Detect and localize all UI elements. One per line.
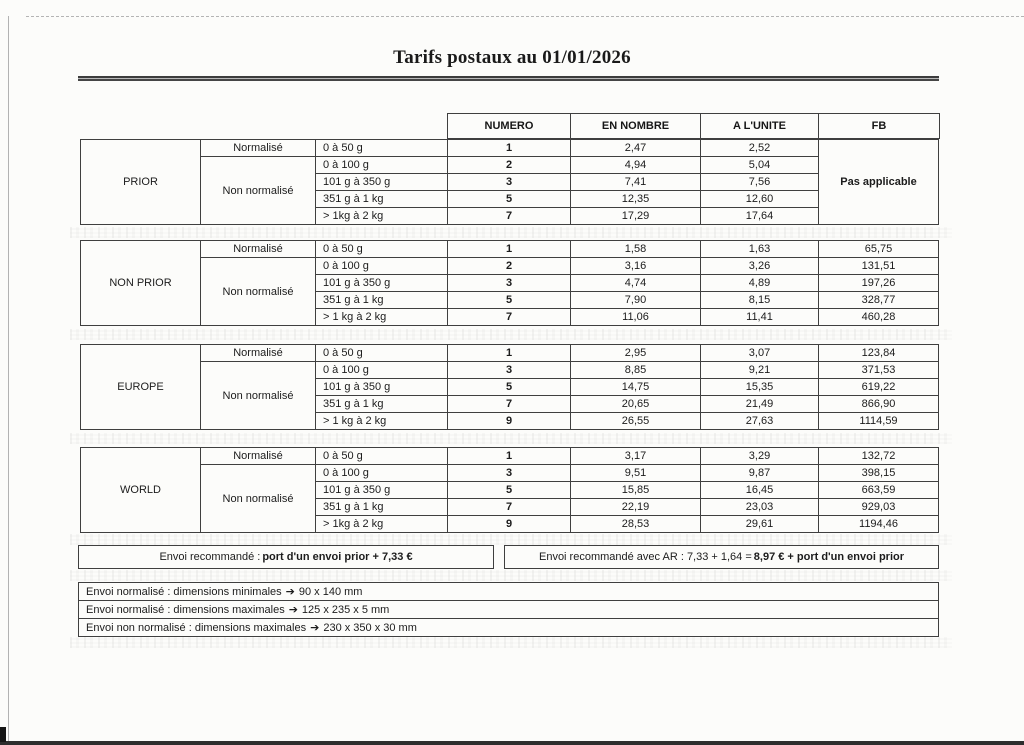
scan-edge-bottom [0,741,1024,745]
price-en-nombre-cell: 26,55 [571,413,701,430]
col-header-numero: NUMERO [448,114,571,138]
price-en-nombre-cell: 4,94 [571,157,701,174]
weight-cell: 101 g à 350 g [316,275,448,292]
dimension-row [79,619,938,636]
price-en-nombre-cell: 1,58 [571,241,701,258]
category-normalise: Normalisé [201,345,316,362]
weight-cell: 101 g à 350 g [316,482,448,499]
fb-not-applicable-cell: Pas applicable [819,140,939,225]
scan-artifact-blob [0,727,6,742]
numero-cell: 3 [448,174,571,191]
fb-cell: 619,22 [819,379,939,396]
price-unite-cell: 27,63 [701,413,819,430]
region-label: PRIOR [81,140,201,225]
note-envoi-recommande-ar [504,545,939,569]
price-unite-cell: 3,29 [701,448,819,465]
price-unite-cell: 3,07 [701,345,819,362]
price-en-nombre-cell: 2,47 [571,140,701,157]
price-unite-cell: 12,60 [701,191,819,208]
price-unite-cell: 21,49 [701,396,819,413]
numero-cell: 1 [448,140,571,157]
price-en-nombre-cell: 11,06 [571,309,701,326]
price-unite-cell: 16,45 [701,482,819,499]
weight-cell: > 1kg à 2 kg [316,516,448,533]
numero-cell: 5 [448,191,571,208]
price-unite-cell: 2,52 [701,140,819,157]
dimension-label: Envoi normalisé : dimensions maximales [86,603,285,616]
dimension-value: 230 x 350 x 30 mm [323,621,417,634]
note-text-bold: port d'un envoi prior + 7,33 € [262,551,413,563]
weight-cell: 0 à 100 g [316,465,448,482]
numero-cell: 5 [448,482,571,499]
col-header-a-l-unite: A L'UNITE [701,114,819,138]
price-en-nombre-cell: 8,85 [571,362,701,379]
price-en-nombre-cell: 28,53 [571,516,701,533]
fb-cell: 1194,46 [819,516,939,533]
fb-cell: 398,15 [819,465,939,482]
price-unite-cell: 17,64 [701,208,819,225]
fb-cell: 663,59 [819,482,939,499]
numero-cell: 3 [448,465,571,482]
fb-cell: 123,84 [819,345,939,362]
price-en-nombre-cell: 4,74 [571,275,701,292]
scan-noise-band [70,570,952,581]
weight-cell: 351 g à 1 kg [316,499,448,516]
category-non-normalise: Non normalisé [201,465,316,533]
fb-cell: 65,75 [819,241,939,258]
weight-cell: 0 à 100 g [316,258,448,275]
right-arrow-icon: ➔ [285,585,295,598]
numero-cell: 1 [448,448,571,465]
fb-cell: 371,53 [819,362,939,379]
region-label: NON PRIOR [81,241,201,326]
price-unite-cell: 7,56 [701,174,819,191]
price-unite-cell: 11,41 [701,309,819,326]
region-label: WORLD [81,448,201,533]
price-unite-cell: 9,87 [701,465,819,482]
price-en-nombre-cell: 20,65 [571,396,701,413]
price-en-nombre-cell: 12,35 [571,191,701,208]
fb-cell: 460,28 [819,309,939,326]
numero-cell: 2 [448,157,571,174]
weight-cell: 351 g à 1 kg [316,191,448,208]
numero-cell: 7 [448,208,571,225]
fb-cell: 929,03 [819,499,939,516]
weight-cell: > 1kg à 2 kg [316,208,448,225]
weight-cell: 0 à 100 g [316,362,448,379]
numero-cell: 1 [448,241,571,258]
numero-cell: 3 [448,362,571,379]
weight-cell: > 1 kg à 2 kg [316,309,448,326]
numero-cell: 1 [448,345,571,362]
price-en-nombre-cell: 7,90 [571,292,701,309]
category-non-normalise: Non normalisé [201,258,316,326]
scan-noise-band [70,227,952,238]
price-unite-cell: 3,26 [701,258,819,275]
note-text: Envoi recommandé avec AR : 7,33 + 1,64 = [538,551,752,563]
price-en-nombre-cell: 2,95 [571,345,701,362]
title-double-rule [78,76,939,81]
note-envoi-recommande [78,545,494,569]
numero-cell: 2 [448,258,571,275]
price-en-nombre-cell: 15,85 [571,482,701,499]
weight-cell: > 1 kg à 2 kg [316,413,448,430]
numero-cell: 7 [448,499,571,516]
category-normalise: Normalisé [201,241,316,258]
fb-cell: 131,51 [819,258,939,275]
price-en-nombre-cell: 22,19 [571,499,701,516]
price-en-nombre-cell: 3,17 [571,448,701,465]
region-label: EUROPE [81,345,201,430]
dimension-value: 125 x 235 x 5 mm [301,603,390,616]
weight-cell: 351 g à 1 kg [316,396,448,413]
scan-noise-band [70,637,952,648]
section-world [80,447,939,533]
col-header-en-nombre: EN NOMBRE [571,114,701,138]
price-en-nombre-cell: 9,51 [571,465,701,482]
weight-cell: 101 g à 350 g [316,379,448,396]
dimension-label: Envoi non normalisé : dimensions maximales [86,621,307,634]
fb-cell: 1114,59 [819,413,939,430]
scan-edge-top [26,16,1024,17]
numero-cell: 7 [448,396,571,413]
section-europe [80,344,939,430]
category-non-normalise: Non normalisé [201,157,316,225]
scan-noise-band [70,329,952,340]
note-text-bold: 8,97 € + port d'un envoi prior [753,551,905,563]
price-unite-cell: 15,35 [701,379,819,396]
price-en-nombre-cell: 7,41 [571,174,701,191]
price-unite-cell: 4,89 [701,275,819,292]
dimension-value: 90 x 140 mm [298,585,363,598]
page-title: Tarifs postaux au 01/01/2026 [393,47,631,68]
numero-cell: 5 [448,292,571,309]
weight-cell: 0 à 50 g [316,448,448,465]
column-header-row [447,113,940,139]
scan-noise-band [70,534,952,545]
dimensions-table [78,582,939,637]
dimension-label: Envoi normalisé : dimensions minimales [86,585,282,598]
weight-cell: 0 à 50 g [316,140,448,157]
scan-noise-band [70,433,952,444]
note-text: Envoi recommandé : [159,551,261,563]
price-unite-cell: 5,04 [701,157,819,174]
category-non-normalise: Non normalisé [201,362,316,430]
numero-cell: 9 [448,413,571,430]
price-unite-cell: 9,21 [701,362,819,379]
dimension-row [79,601,938,619]
price-unite-cell: 29,61 [701,516,819,533]
weight-cell: 0 à 50 g [316,345,448,362]
fb-cell: 132,72 [819,448,939,465]
numero-cell: 9 [448,516,571,533]
weight-cell: 0 à 50 g [316,241,448,258]
fb-cell: 197,26 [819,275,939,292]
scan-edge-left [8,16,9,741]
section-prior [80,139,939,225]
price-unite-cell: 1,63 [701,241,819,258]
right-arrow-icon: ➔ [310,621,320,634]
dimension-row [79,583,938,601]
numero-cell: 3 [448,275,571,292]
category-normalise: Normalisé [201,448,316,465]
category-normalise: Normalisé [201,140,316,157]
fb-cell: 866,90 [819,396,939,413]
price-unite-cell: 8,15 [701,292,819,309]
weight-cell: 101 g à 350 g [316,174,448,191]
price-en-nombre-cell: 17,29 [571,208,701,225]
right-arrow-icon: ➔ [288,603,298,616]
fb-cell: 328,77 [819,292,939,309]
price-unite-cell: 23,03 [701,499,819,516]
numero-cell: 7 [448,309,571,326]
weight-cell: 0 à 100 g [316,157,448,174]
weight-cell: 351 g à 1 kg [316,292,448,309]
section-non-prior [80,240,939,326]
price-en-nombre-cell: 3,16 [571,258,701,275]
numero-cell: 5 [448,379,571,396]
col-header-fb: FB [871,120,887,132]
price-en-nombre-cell: 14,75 [571,379,701,396]
